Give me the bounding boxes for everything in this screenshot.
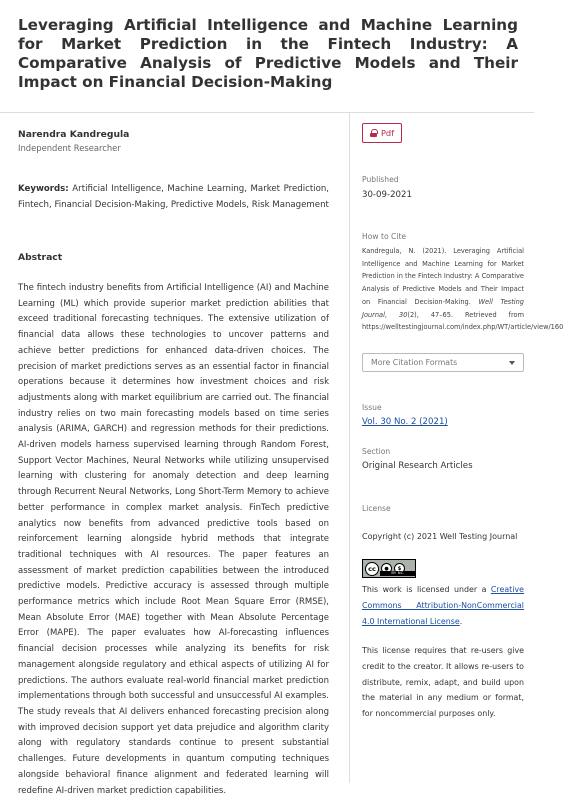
author-affiliation: Independent Researcher bbox=[18, 143, 121, 153]
citation-main: Kandregula, N. (2021). Leveraging Artificial Intelligence and Machine Learning for Market Prediction in the Fintech Industry: A Comparative Analysis of Predictive Models and Their Impact on Financial Decision-Making. bbox=[362, 247, 524, 306]
citation-formats-dropdown[interactable] bbox=[362, 353, 524, 372]
section-label: Section bbox=[362, 447, 391, 456]
article-title: Leveraging Artificial Intelligence and Machine Learning for Market Prediction in the Fintech Industry: A Comparative Analysis of Predictive Models and Their Impact on Financial Decision-Making bbox=[18, 16, 518, 91]
abstract-heading: Abstract bbox=[18, 252, 63, 263]
published-label: Published bbox=[362, 175, 399, 184]
section-value: Original Research Articles bbox=[362, 461, 473, 471]
author-block bbox=[18, 128, 329, 154]
how-to-cite-label: How to Cite bbox=[362, 232, 407, 241]
pdf-label: Pdf bbox=[380, 128, 395, 138]
abstract-text: The fintech industry benefits from Artificial Intelligence (AI) and Machine Learning (ML) which provide superior market prediction abilities that exceed traditional forecasting techniques. The extensive utilization of financial data allows these technologies to uncover patterns and achieve better predictions for enhanced data-driven choices. The precision of market predictions serves as an essential factor in financial operations because it determines how investment choices and risk adjustments along with market equilibrium are carried out. The financial industry relies on two main forecasting models based on time series analysis (ARIMA, GARCH) and regression methods for their predictions. AI-driven models harness supervised learning through Random Forest, Support Vector Machines, Neural Networks while utilizing unsupervised learning with clustering for anomaly detection and deep learning through Recurrent Neural Networks, Long Short-Term Memory to achieve better performance in complex market analysis. FinTech predictive analytics now benefits from advanced predictive tools based on reinforcement learning alongside hybrid methods that integrate traditional techniques with AI resources. The paper features an assessment of market prediction capabilities between the introduced predictive models. Predictive accuracy is assessed through multiple performance metrics which include Root Mean Square Error (RMSE), Mean Absolute Error (MAE) together with Mean Absolute Percentage Error (MAPE). The paper evaluates how AI-forecasting influences financial decision processes while analyzing its benefits for risk management alongside regulatory and ethical aspects of utilizing AI for predictions. The authors evaluate real-world financial market prediction implementations through both successful and unsuccessful AI examples. The study reveals that AI delivers enhanced forecasting precision along with improved decision support yet data prejudice and algorithm clarity along with regulatory standards continue to present substantial challenges. Future developments in quantum computing techniques alongside behavioral finance alignment and federated learning will redefine AI-driven market prediction capabilities. bbox=[18, 283, 329, 796]
cc-badge-strip: BY NC bbox=[380, 571, 415, 576]
keywords-list: Artificial Intelligence, Machine Learning, Market Prediction, Fintech, Financial Decision-Making, Predictive Models, Risk Management bbox=[18, 184, 330, 210]
published-date: 30-09-2021 bbox=[362, 190, 412, 200]
lock-icon bbox=[370, 129, 377, 137]
citation-formats-label: More Citation Formats bbox=[371, 358, 458, 367]
citation-volume: 30 bbox=[399, 310, 408, 319]
cc-by-icon: ● bbox=[381, 563, 392, 574]
citation-sep: , bbox=[384, 310, 400, 319]
license-suffix: . bbox=[459, 617, 463, 626]
license-details: This license requires that re-users give credit to the creator. It allows re-users to distribute, remix, adapt, and build upon the material in any medium or format, for noncommercial purposes only. bbox=[362, 646, 524, 719]
license-statement bbox=[362, 582, 524, 630]
citation-rest: (2), 47–65. Retrieved from https://welltestingjournal.com/index.php/WT/article/view/160 bbox=[362, 310, 563, 332]
cc-logo-icon: cc bbox=[365, 562, 379, 576]
column-divider bbox=[349, 112, 350, 783]
copyright-text: Copyright (c) 2021 Well Testing Journal bbox=[362, 532, 518, 541]
issue-link[interactable]: Vol. 30 No. 2 (2021) bbox=[362, 417, 448, 427]
license-prefix: This work is licensed under a bbox=[362, 585, 491, 594]
cc-license-badge[interactable] bbox=[362, 559, 416, 578]
issue-label: Issue bbox=[362, 403, 382, 412]
chevron-down-icon bbox=[509, 361, 515, 365]
author-name: Narendra Kandregula bbox=[18, 129, 130, 140]
citation-journal: Well Testing Journal bbox=[362, 297, 524, 319]
header-divider bbox=[0, 112, 534, 113]
license-link[interactable]: Creative Commons Attribution-NonCommercial 4.0 International License bbox=[362, 585, 524, 626]
keywords-block bbox=[18, 182, 329, 213]
cc-nc-icon: $ bbox=[394, 563, 405, 574]
keywords-label: Keywords: bbox=[18, 184, 69, 194]
citation-text bbox=[362, 245, 563, 334]
license-label: License bbox=[362, 504, 391, 513]
pdf-download-button[interactable] bbox=[362, 123, 402, 143]
